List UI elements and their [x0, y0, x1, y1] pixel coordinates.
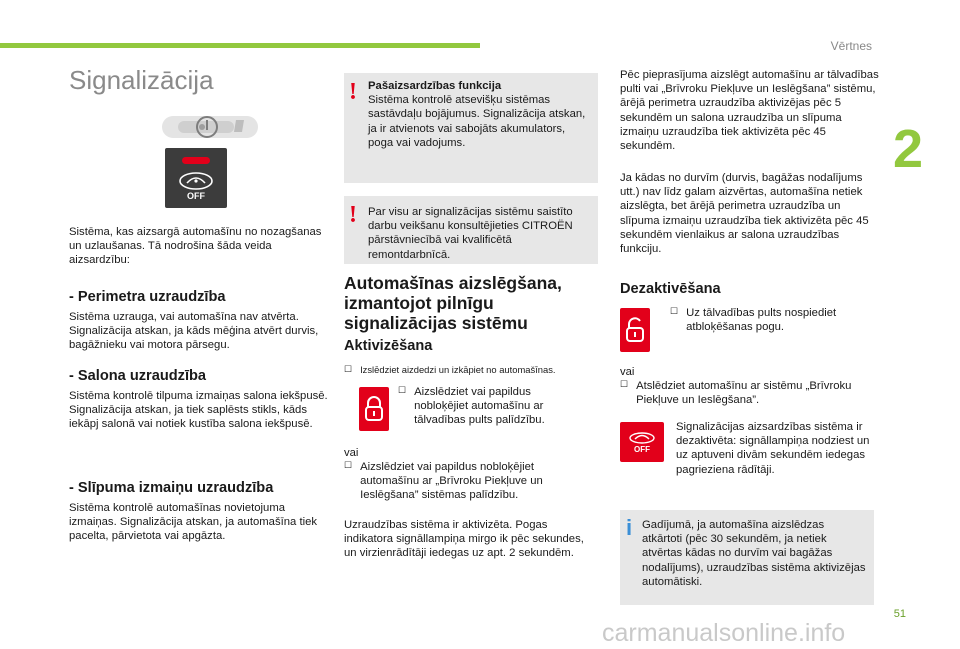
bullet-icon: ☐ [344, 460, 353, 470]
perimeter-heading: - Perimetra uzraudzība [69, 289, 226, 305]
locking-heading: Automašīnas aizslēgšana, izmantojot pilnīgu signalizācijas sistēmu [344, 273, 562, 333]
service-warning-text: Par visu ar signalizācijas sistēmu saistīto darbu veikšanu konsultējieties CITROËN pārstāvniecībā vai kvalificētā remontdarbnīcā. [368, 206, 573, 261]
tilt-heading: - Slīpuma izmaiņu uzraudzība [69, 480, 274, 496]
or-text: vai [344, 447, 359, 459]
deactivation-step-1: Uz tālvadības pults nospiediet atbloķēšanas pogu. [686, 307, 837, 334]
lock-button-icon [359, 387, 389, 431]
warning-icon: ! [349, 202, 357, 228]
unlock-button-icon [620, 308, 650, 352]
deactivation-heading: Dezaktivēšana [620, 281, 721, 297]
header-accent-bar [0, 43, 480, 48]
intro-text: Sistēma, kas aizsargā automašīnu no nozagšanas un uzlaušanas. Tā nodrošina šāda veida aizsardzību: [69, 226, 322, 267]
alarm-car-icon [628, 431, 656, 445]
alarm-car-icon [178, 170, 214, 192]
chapter-number: 2 [893, 119, 924, 179]
bullet-icon: ☐ [398, 385, 407, 395]
interior-text: Sistēma kontrolē tilpuma izmaiņas salona iekšpusē. Signalizācija atskan, ja tiek saplēsts stikls, kāds iekāpj salonā vai notiek kustība salona iekšpusē. [69, 390, 328, 431]
warning-text: Sistēma kontrolē atsevišķu sistēmas sastāvdaļu bojājumus. Signalizācija atskan, ja ir atvienots vai sabojāts akumulators, poga vai vadojums. [368, 94, 586, 149]
info-text: Gadījumā, ja automašīna aizslēdzas atkārtoti (pēc 30 sekundēm, ja netiek atvērtas kādas no durvīm vai bagāžas nodalījums), uzraudzības sistēma aktivizējas automātiski. [642, 519, 866, 588]
page-title: Signalizācija [69, 65, 214, 95]
activation-step-2: Aizslēdziet vai papildus nobloķējiet automašīnu ar tālvadības pults palīdzību. [414, 386, 545, 427]
info-box [620, 510, 874, 605]
info-icon: i [626, 515, 633, 540]
or-text: vai [620, 366, 635, 378]
bullet-icon: ☐ [670, 306, 679, 316]
activation-heading: Aktivizēšana [344, 338, 433, 354]
section-label: Vērtnes [830, 39, 872, 53]
deactivation-step-2: Atslēdziet automašīnu ar sistēmu „Brīvroku Piekļuve un Ieslēgšana”. [636, 380, 852, 407]
warning-icon: ! [349, 79, 357, 105]
activation-result-text: Uzraudzības sistēma ir aktivizēta. Pogas indikatora signāllampiņa mirgo ik pēc sekundes, un virzienrādītāji iedegas uz apt. 2 sekundēm. [344, 519, 584, 560]
page-number: 51 [893, 608, 906, 620]
alarm-off-icon [620, 422, 664, 462]
off-label: OFF [634, 444, 650, 454]
deactivated-text: Signalizācijas aizsardzības sistēma ir dezaktivēta: signāllampiņa nodziest un uz aptuveni divām sekundēm iedegas pagrieziena rādītāji. [676, 421, 870, 476]
timing-text: Pēc pieprasījuma aizslēgt automašīnu ar tālvadības pulti vai „Brīvroku Piekļuve un Ieslēgšana” sistēmu, ārējā perimetra uzraudzība aktivizējas pēc 5 sekundēm un salona uzraudzība un slīpuma izmaiņu uzraudzība tiek aktivizēta pēc 45 sekundēm. [620, 69, 879, 153]
self-protection-warning-box [344, 73, 598, 183]
perimeter-text: Sistēma uzrauga, vai automašīna nav atvērta. Signalizācija atskan, ja kāds mēģina atvērt durvis, bagāžnieku vai motora pārsegu. [69, 311, 319, 352]
alarm-button-illustration [165, 148, 227, 208]
activation-step-1: Izslēdziet aizdedzi un izkāpiet no automašīnas. [360, 364, 556, 375]
bullet-icon: ☐ [344, 364, 353, 374]
indicator-lamp [182, 157, 210, 164]
tilt-text: Sistēma kontrolē automašīnas novietojuma izmaiņas. Signalizācija atskan, ja automašīna tiek pacelta, pārvietota vai apgāzta. [69, 502, 318, 543]
watermark: carmanualsonline.info [602, 619, 846, 647]
interior-heading: - Salona uzraudzība [69, 368, 207, 384]
door-open-text: Ja kādas no durvīm (durvis, bagāžas nodalījums utt.) nav līdz galam aizvērtas, automašīna netiek aizslēgta, bet ārējā perimetra uzraudzība un slīpuma izmaiņu uzraudzība tiek aktivizēta pēc 45 sekundēm vienlaikus ar salona uzraudzības funkciju. [620, 172, 869, 256]
activation-step-3: Aizslēdziet vai papildus nobloķējiet automašīnu ar „Brīvroku Piekļuve un Ieslēgšana” sistēmas palīdzību. [360, 461, 543, 502]
steering-wheel-icon [192, 114, 222, 140]
warning-title: Pašaizsardzības funkcija [368, 80, 502, 92]
bullet-icon: ☐ [620, 379, 629, 389]
off-label: OFF [187, 191, 205, 201]
service-warning-box [344, 196, 598, 264]
